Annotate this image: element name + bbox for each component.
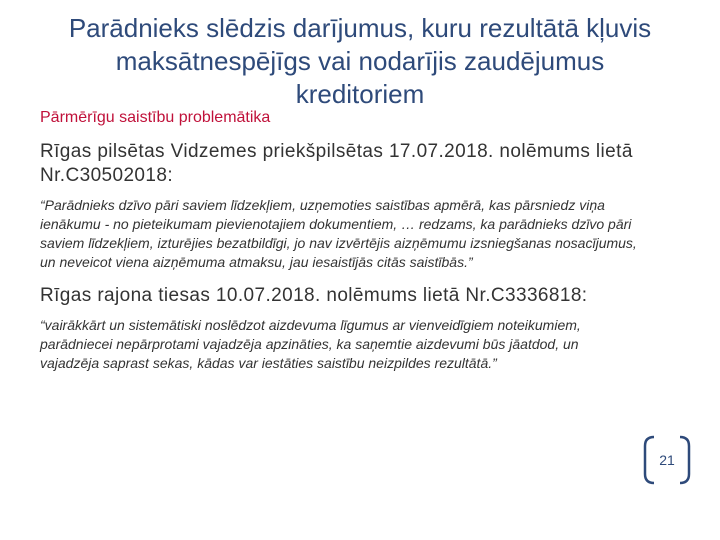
case-quote-2: “vairākkārt un sistemātiski noslēdzot aizdevuma līgumus ar vienveidīgiem noteikumiem, parādniecei nepārprotami vajadzēja apzināties, ka saņemtie aizdevumi būs jāatdod, un vajadzēja saprast sekas, kādas var iestāties saistību neizpildes rezultātā.” bbox=[40, 317, 581, 371]
page-number: 21 bbox=[659, 452, 675, 468]
slide-body bbox=[40, 108, 640, 385]
section-subheading: Pārmērīgu saistību problemātika bbox=[40, 109, 271, 126]
slide-title: Parādnieks slēdzis darījumus, kuru rezultātā kļuvis maksātnespējīgs vai nodarījis zaudējumus kreditoriem bbox=[68, 13, 652, 109]
page-number-marker bbox=[640, 433, 694, 487]
case-quote-1: “Parādnieks dzīvo pāri saviem līdzekļiem, uzņemoties saistības apmērā, kas pārsniedz viņa ienākumu - no pieteikumam pievienotajiem dokumentiem, … redzams, ka parādnieks dzīvo pāri saviem līdzekļiem, izturējies bezatbildīgi, jo nav izvērtējis aizņēmumu izsniegšanas nosacījumus, un neveicot viena aizņēmuma atmaksu, jau iesaistījās citās saistībās.” bbox=[40, 197, 637, 270]
case-heading-1: Rīgas pilsētas Vidzemes priekšpilsētas 17.07.2018. nolēmums lietā Nr.C30502018: bbox=[40, 141, 633, 186]
case-heading-2: Rīgas rajona tiesas 10.07.2018. nolēmums lietā Nr.C3336818: bbox=[40, 285, 588, 306]
